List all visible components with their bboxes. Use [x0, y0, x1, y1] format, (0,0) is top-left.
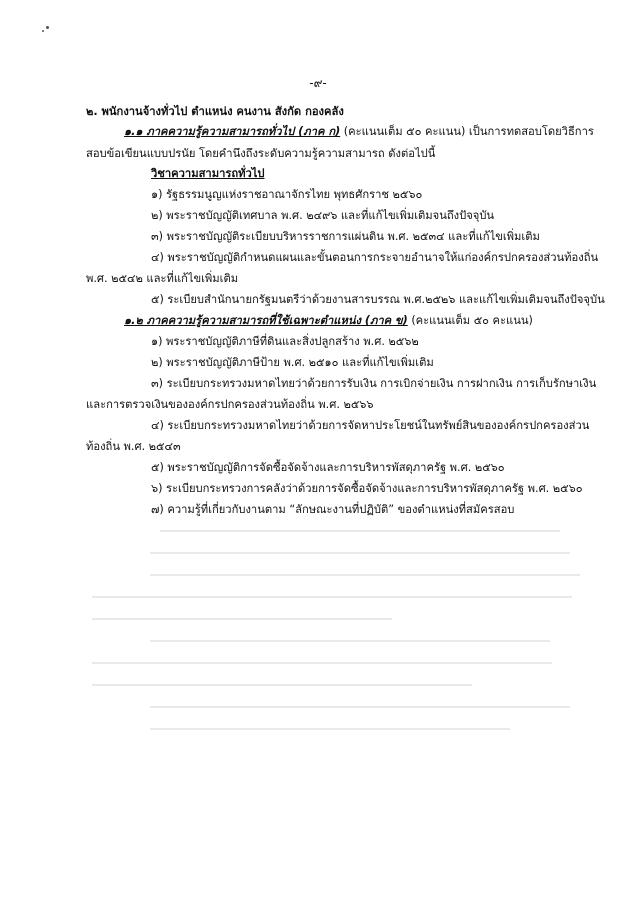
part-a-title-line	[124, 124, 594, 140]
part-b-title: ๑.๒ ภาคความรู้ความสามารถที่ใช้เฉพาะตำแหน่ง (ภาค ข)	[124, 314, 408, 327]
part-a-title: ๑.๑ ภาคความรู้ความสามารถทั่วไป (ภาค ก)	[124, 125, 341, 138]
subject-heading: วิชาความสามารถทั่วไป	[151, 167, 265, 180]
part-a-item: ๔) พระราชบัญญัติกำหนดแผนและขั้นตอนการกระจายอำนาจให้แก่องค์กรปกครองส่วนท้องถิ่น	[151, 251, 599, 264]
part-a-item: ๕) ระเบียบสำนักนายกรัฐมนตรีว่าด้วยงานสารบรรณ พ.ศ.๒๕๒๖ และแก้ไขเพิ่มเติมจนถึงปัจจุบัน	[151, 293, 605, 306]
scan-speck	[46, 26, 49, 29]
page-number: -๙-	[309, 76, 327, 90]
part-b-item-continuation: ท้องถิ่น พ.ศ. ๒๕๔๓	[86, 440, 181, 453]
part-b-title-line	[124, 313, 533, 329]
part-a-item: ๓) พระราชบัญญัติระเบียบบริหารราชการแผ่นดิน พ.ศ. ๒๕๓๔ และที่แก้ไขเพิ่มเติม	[151, 230, 540, 243]
part-b-item: ๑) พระราชบัญญัติภาษีที่ดินและสิ่งปลูกสร้าง พ.ศ. ๒๕๖๒	[151, 335, 419, 348]
part-b-title-rest: (คะแนนเต็ม ๕๐ คะแนน)	[407, 314, 533, 327]
part-b-item: ๕) พระราชบัญญัติการจัดซื้อจัดจ้างและการบริหารพัสดุภาครัฐ พ.ศ. ๒๕๖๐	[151, 461, 505, 474]
part-b-item: ๔) ระเบียบกระทรวงมหาดไทยว่าด้วยการจัดหาประโยชน์ในทรัพย์สินขององค์กรปกครองส่วน	[151, 419, 590, 432]
scan-speck	[42, 30, 44, 32]
part-b-item: ๗) ความรู้ที่เกี่ยวกับงานตาม “ลักษณะงานที่ปฏิบัติ” ของตำแหน่งที่สมัครสอบ	[151, 503, 515, 516]
part-a-item-continuation: พ.ศ. ๒๕๔๒ และที่แก้ไขเพิ่มเติม	[86, 272, 239, 285]
part-a-continuation: สอบข้อเขียนแบบปรนัย โดยคำนึงถึงระดับความรู้ความสามารถ ดังต่อไปนี้	[86, 147, 436, 160]
part-a-title-rest: (คะแนนเต็ม ๕๐ คะแนน) เป็นการทดสอบโดยวิธีการ	[340, 125, 594, 138]
part-b-item: ๖) ระเบียบกระทรวงการคลังว่าด้วยการจัดซื้อจัดจ้างและการบริหารพัสดุภาครัฐ พ.ศ. ๒๕๖๐	[151, 482, 583, 495]
part-b-item: ๒) พระราชบัญญัติภาษีป้าย พ.ศ. ๒๕๑๐ และที่แก้ไขเพิ่มเติม	[151, 356, 434, 369]
part-a-item: ๑) รัฐธรรมนูญแห่งราชอาณาจักรไทย พุทธศักราช ๒๕๖๐	[151, 188, 423, 201]
part-a-item: ๒) พระราชบัญญัติเทศบาล พ.ศ. ๒๔๙๖ และที่แก้ไขเพิ่มเติมจนถึงปัจจุบัน	[151, 209, 495, 222]
part-b-item: ๓) ระเบียบกระทรวงมหาดไทยว่าด้วยการรับเงิน การเบิกจ่ายเงิน การฝากเงิน การเก็บรักษาเงิน	[151, 377, 597, 390]
part-b-item-continuation: และการตรวจเงินขององค์กรปกครองส่วนท้องถิ่น พ.ศ. ๒๕๖๖	[86, 398, 374, 411]
section-heading: ๒. พนักงานจ้างทั่วไป ตำแหน่ง คนงาน สังกัด กองคลัง	[86, 105, 344, 118]
